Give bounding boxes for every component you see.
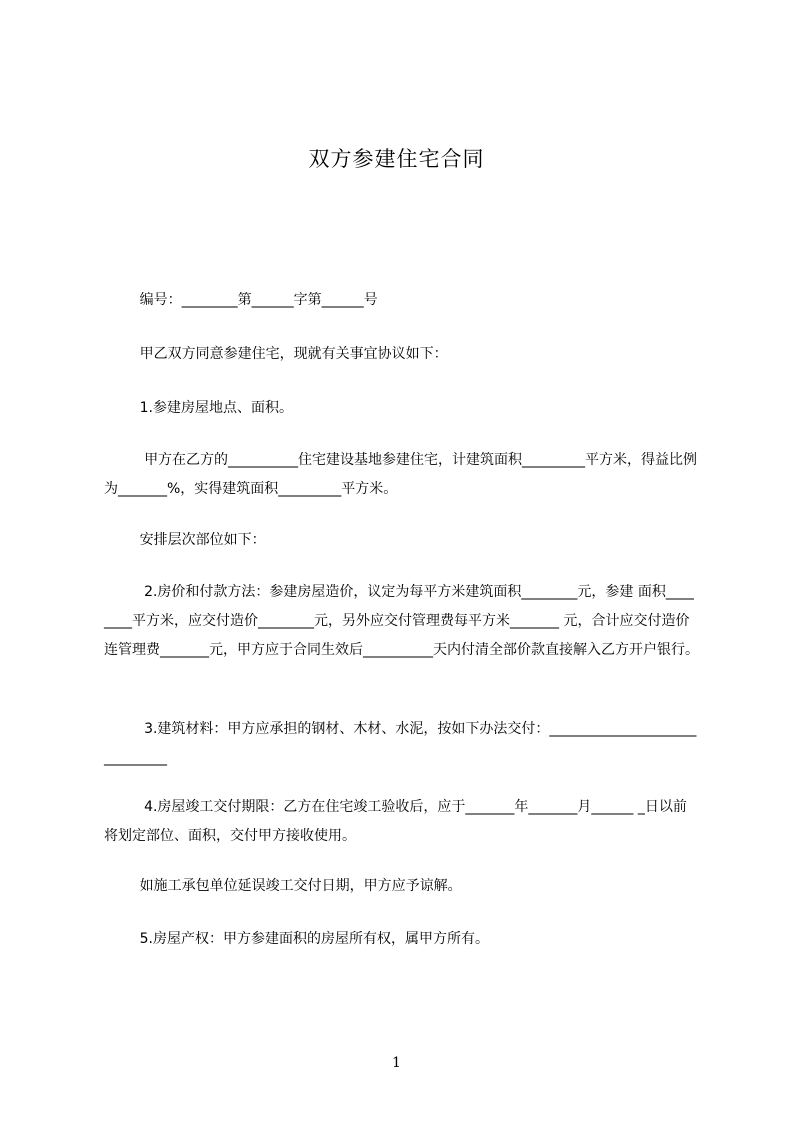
delay-paragraph: 如施工承包单位延误竣工交付日期，甲方应予谅解。	[104, 878, 462, 894]
arrangement-paragraph: 安排层次部位如下：	[104, 532, 266, 548]
clause-1-body: 甲方在乙方的__________住宅建设基地参建住宅，计建筑面积_________平方米，得益比例为_______%，实得建筑面积_________平方米。	[104, 452, 698, 497]
clause-4-paragraph: 4.房屋竣工交付期限：乙方在住宅竣工验收后，应于_______年_______月______ _日以前将划定部位、面积，交付甲方接收使用。	[104, 799, 687, 844]
clause-2-paragraph: 2.房价和付款方法：参建房屋造价，议定为每平方米建筑面积________元，参建 面积________平方米，应交付造价________元，另外应交付管理费每平方米_______ 元，合计应交付造价连管理费_______元，甲方应于合同生效后__________天内付清全部价款直接解入乙方开户银行。	[104, 584, 699, 658]
clause-5-paragraph: 5.房屋产权：甲方参建面积的房屋所有权，属甲方所有。	[104, 931, 489, 947]
intro-paragraph: 甲乙双方同意参建住宅，现就有关事宜协议如下：	[104, 346, 448, 362]
contract-number-line: 编号：________第______字第______号	[104, 292, 378, 308]
clause-3-paragraph: 3.建筑材料：甲方应承担的钢材、木材、水泥，按如下办法交付：______________________________	[104, 721, 697, 766]
clause-1-heading: 1.参建房屋地点、面积。	[104, 400, 293, 416]
page-number: 1	[392, 1055, 401, 1071]
document-title: 双方参建住宅合同	[308, 147, 485, 171]
